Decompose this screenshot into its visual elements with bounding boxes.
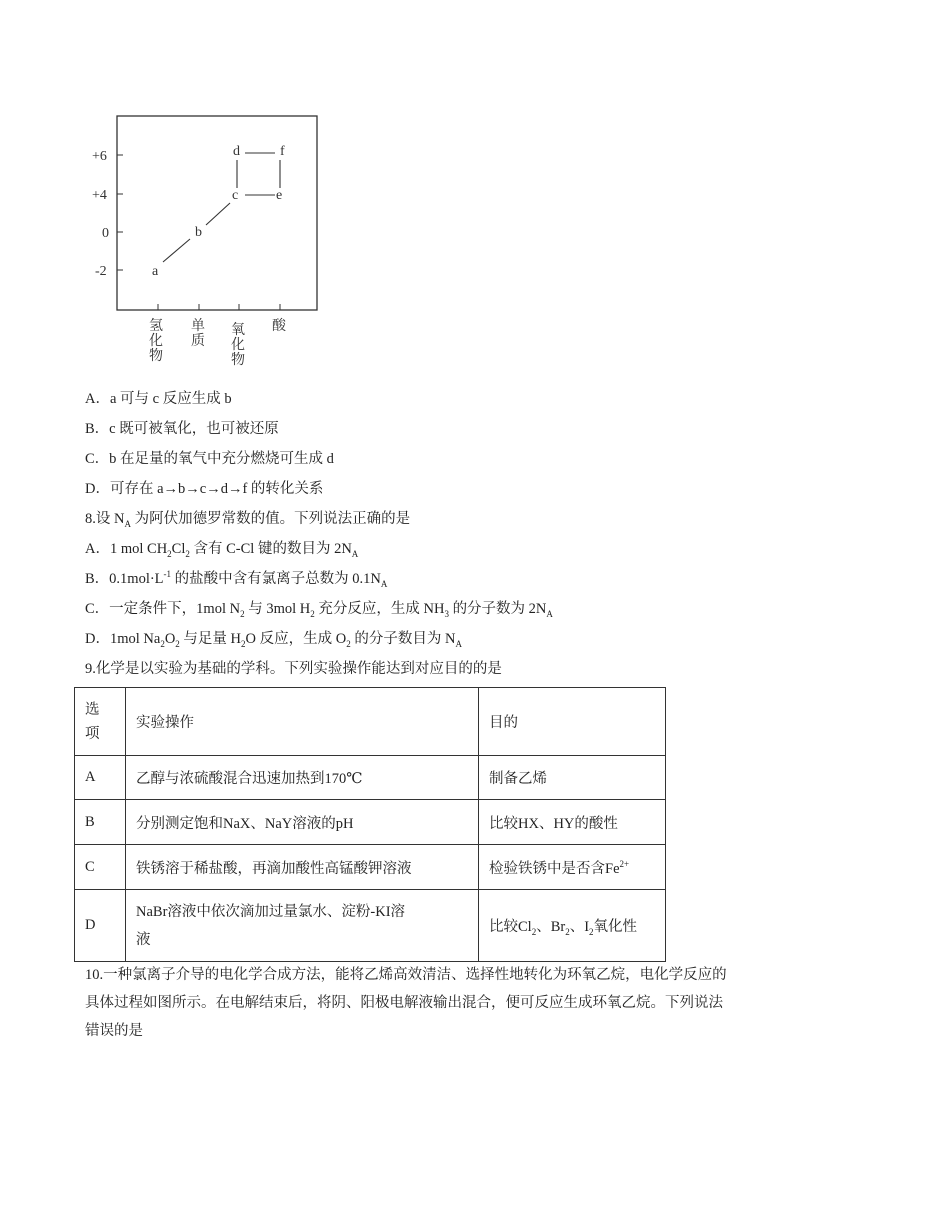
point-label-e: e [276,188,283,203]
point-label-f: f [280,144,285,159]
q10-line: 具体过程如图所示。在电解结束后，将阴、阳极电解液输出混合，便可反应生成环氧乙烷。下列说法 [85,995,723,1011]
point-label-b: b [195,225,202,240]
q8-option-d: D．1mol $Na_2O_2$ 与足量 $H_2O$ 反应，生成 $O_2$ 的分子数目为 $N_A$ [85,631,462,649]
row-goal: 检验铁锈中是否含$Fe^{2+}$ [479,845,666,890]
point-label-a: a [152,264,159,279]
header-goal: 目的 [479,688,666,756]
diagram-frame [117,116,317,310]
q7-option-a: A．a 可与 c 反应生成 b [85,391,232,407]
row-goal: 比较HX、HY的酸性 [479,800,666,845]
row-goal: 比较$Cl_2$、$Br_2$、$I_2$氧化性 [479,890,666,962]
q7-option-c: C．b 在足量的氧气中充分燃烧可生成 d [85,451,334,467]
q8-option-c: C．一定条件下，1mol $N_2$ 与 3mol $H_2$ 充分反应，生成 $NH_3$ 的分子数为 $2N_A$ [85,601,553,619]
q10-line: 10.一种氯离子介导的电化学合成方法，能将乙烯高效清洁、选择性地转化为环氧乙烷，电化学反应的 [85,967,727,983]
table-row [75,845,666,890]
row-operation: 铁锈溶于稀盐酸，再滴加酸性高锰酸钾溶液 [126,845,479,890]
q8-option-a: A．1 mol $CH_2Cl_2$ 含有 C-Cl 键的数目为 $2N_A$ [85,541,359,559]
experiment-table [74,687,666,962]
row-option: D [75,890,126,962]
y-tick-label: +6 [92,149,107,164]
q7-option-b: B．c 既可被氧化，也可被还原 [85,421,279,437]
x-category-label: 化 [231,338,245,353]
q10-line: 错误的是 [85,1023,143,1039]
row-operation: 乙醇与浓硫酸混合迅速加热到170℃ [126,756,479,800]
table-header-row [75,688,666,756]
y-tick-label: +4 [92,188,107,203]
q9-stem: 9.化学是以实验为基础的学科。下列实验操作能达到对应目的的是 [85,661,502,677]
x-category-label: 物 [149,349,163,364]
x-category-label: 酸 [272,319,286,334]
point-label-d: d [233,144,240,159]
x-category-label: 物 [231,353,245,368]
row-option: A [75,756,126,800]
q7-option-d: D．可存在 a→b→c→d→f 的转化关系 [85,481,324,497]
x-category-label: 单 [191,319,205,334]
y-tick-label: 0 [102,226,109,241]
x-category-label: 氧 [231,323,245,338]
q8-stem: 8.设 $N_A$ 为阿伏加德罗常数的值。下列说法正确的是 [85,511,411,529]
q10-stem [85,961,815,1045]
valence-category-diagram [80,108,340,378]
header-operation: 实验操作 [126,688,479,756]
q8-option-b: B．$0.1mol\cdot L^{-1}$ 的盐酸中含有氯离子总数为 $0.1N_A$ [85,569,388,589]
row-operation: 分别测定饱和NaX、NaY溶液的pH [126,800,479,845]
x-category-label: 质 [191,334,205,349]
table-row [75,890,666,962]
x-category-label: 氢 [149,319,163,334]
y-tick-label: -2 [95,264,107,279]
table-row [75,800,666,845]
x-category-label: 化 [149,334,163,349]
row-option: B [75,800,126,845]
point-label-c: c [232,188,239,203]
header-option: 选 项 [75,688,126,756]
row-operation: NaBr溶液中依次滴加过量氯水、淀粉-KI溶 液 [126,890,479,962]
row-option: C [75,845,126,890]
row-goal: 制备乙烯 [479,756,666,800]
table-row [75,756,666,800]
